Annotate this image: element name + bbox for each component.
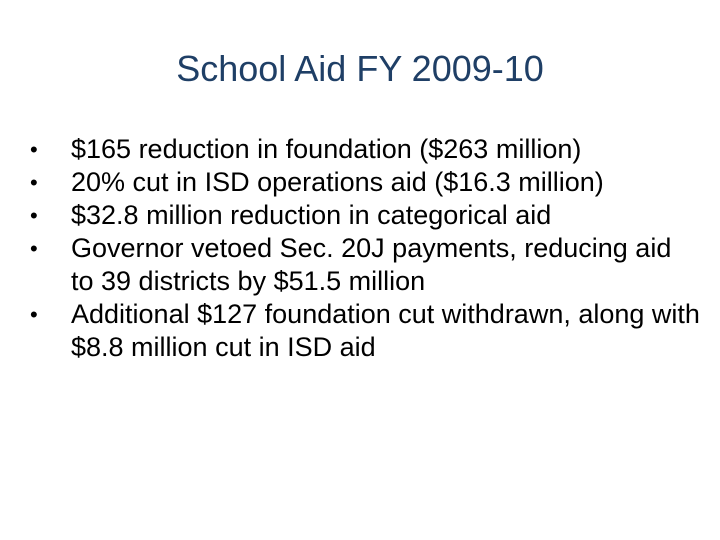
bullet-item-5 <box>30 298 700 364</box>
bullet-text: $32.8 million reduction in categorical aid <box>71 200 552 230</box>
bullet-text: Additional $127 foundation cut withdrawn, along with $8.8 million cut in ISD aid <box>71 299 700 362</box>
bullet-icon: • <box>30 170 38 195</box>
bullet-icon: • <box>30 137 38 162</box>
bullet-text: $165 reduction in foundation ($263 million) <box>71 134 582 164</box>
slide-title: School Aid FY 2009-10 <box>176 48 544 89</box>
bullet-text: 20% cut in ISD operations aid ($16.3 million) <box>71 167 604 197</box>
bullet-item-1 <box>30 133 700 166</box>
bullet-icon: • <box>30 302 38 327</box>
bullet-icon: • <box>30 236 38 261</box>
bullet-list <box>30 133 700 364</box>
bullet-item-4 <box>30 232 700 298</box>
bullet-icon: • <box>30 203 38 228</box>
bullet-text: Governor vetoed Sec. 20J payments, reducing aid to 39 districts by $51.5 million <box>71 233 672 296</box>
bullet-item-3 <box>30 199 700 232</box>
bullet-item-2 <box>30 166 700 199</box>
